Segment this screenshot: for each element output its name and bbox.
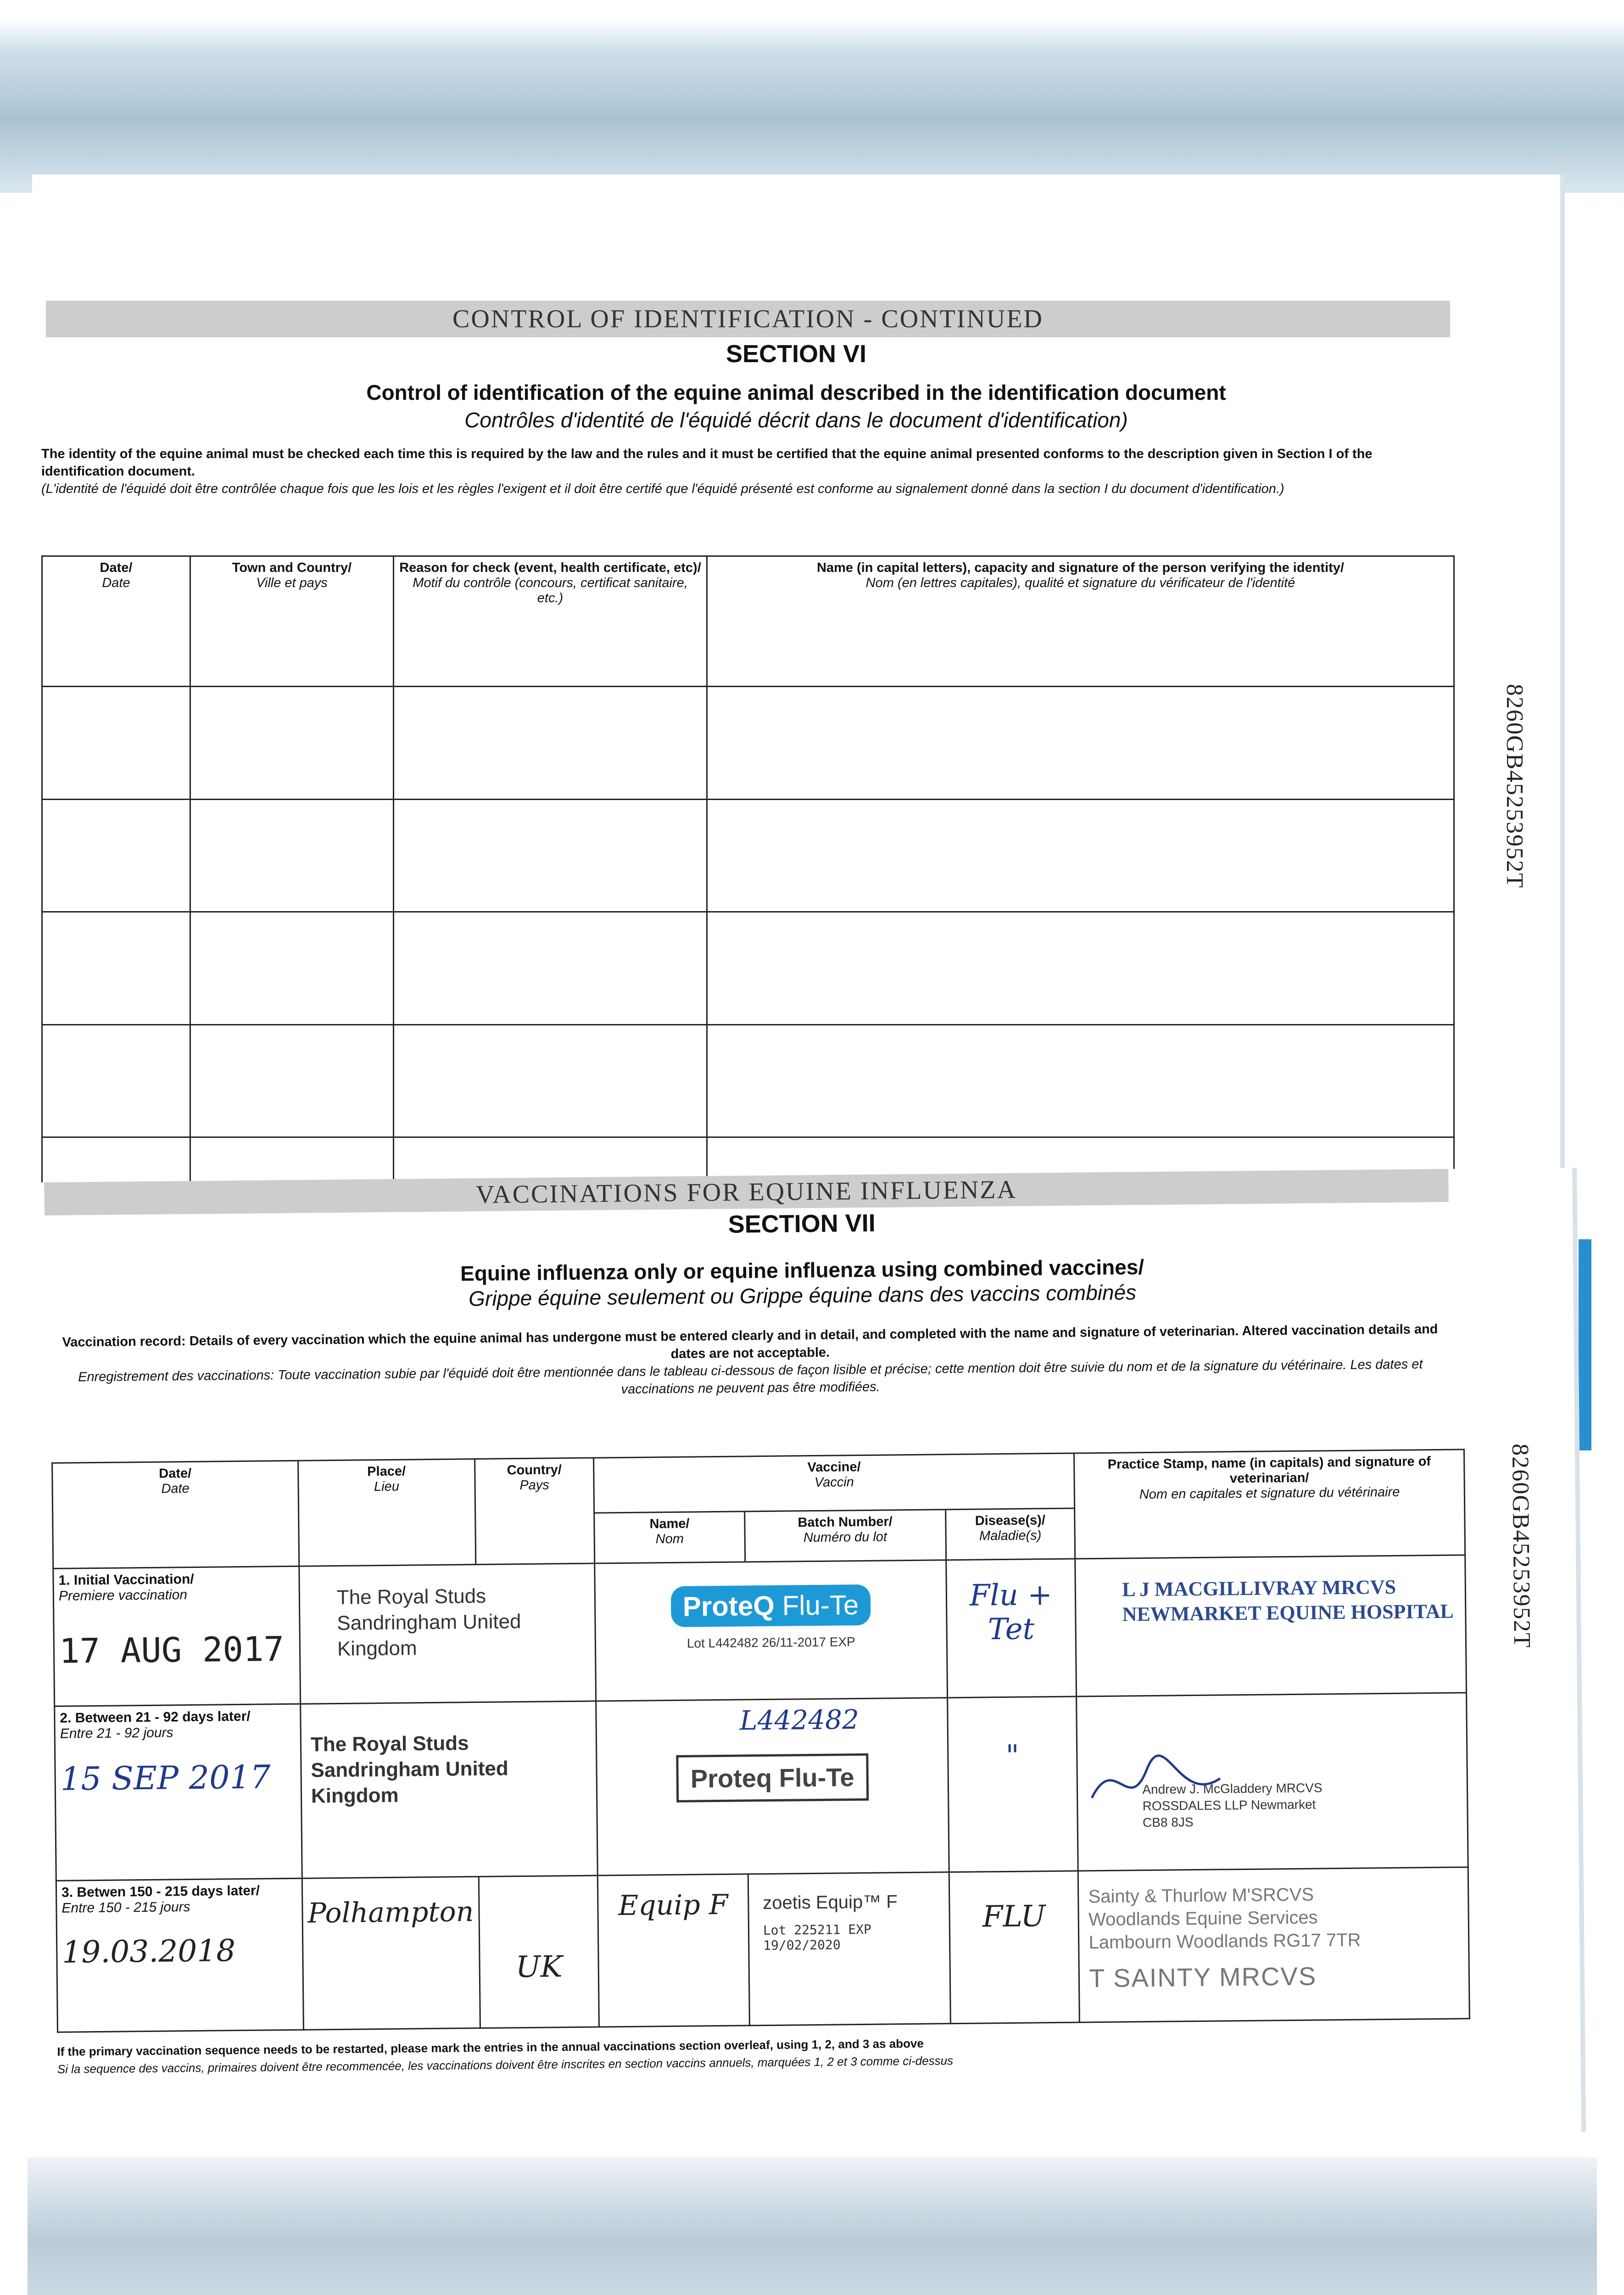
section-vi-banner: CONTROL OF IDENTIFICATION - CONTINUED	[46, 301, 1450, 337]
row1-vet-stamp: L J MACGILLIVRAY MRCVS NEWMARKET EQUINE HOSPITAL	[1075, 1555, 1466, 1696]
vaccination-row-2	[55, 1693, 1468, 1881]
proteq-logo: ProteQ Flu-Te	[670, 1584, 871, 1627]
row2-batch: L442482	[739, 1704, 859, 1736]
section-vii-instructions	[50, 1321, 1450, 1404]
identity-row	[42, 1024, 1454, 1137]
footnote-en: If the primary vaccination sequence needs to be restarted, please mark the entries in the annual vaccinations section overleaf, using 1, 2, and 3 as above	[57, 2036, 924, 2059]
section-vi-title-fr: Contrôles d'identité de l'équidé décrit dans le document d'identification)	[464, 408, 1128, 432]
vaccination-row-3	[56, 1867, 1469, 2032]
row3-vet-name: T SAINTY MRCVS	[1089, 1961, 1317, 1993]
passport-blue-edge	[1579, 1239, 1591, 1450]
section-vi-instructions-en: The identity of the equine animal must be checked each time this is required by the law and the rules and it must be certified that the equine animal presented conforms to the description given in Section I of the identification document.	[41, 447, 1373, 479]
section-vii-heading: SECTION VII	[728, 1209, 876, 1238]
col-batch: Batch Number/ Numéro du lot	[745, 1510, 946, 1562]
zoetis-equip-logo: zoetis Equip™ F	[763, 1892, 898, 1914]
scan-background-top	[0, 0, 1624, 193]
passport-id-vertical-2: 8260GB45253952T	[1507, 1443, 1535, 1649]
col-country: Country/ Pays	[474, 1458, 595, 1564]
signature-icon	[1087, 1751, 1225, 1812]
col-vaccine: Vaccine/ Vaccin	[594, 1453, 1075, 1513]
section-vi-heading: SECTION VI	[725, 340, 867, 368]
row3-place: Polhampton	[302, 1877, 480, 2030]
passport-id-vertical: 8260GB45253952T	[1501, 684, 1528, 889]
identity-row	[42, 799, 1454, 912]
col-place: Place/ Lieu	[298, 1459, 475, 1567]
row2-place: The Royal Studs Sandringham United Kingdom	[301, 1701, 598, 1878]
section-vi-title-en: Control of identification of the equine animal described in the identification document	[366, 381, 1226, 404]
footnote-fr: Si la sequence des vaccins, primaires doivent être recommencée, les vaccinations doivent être inscrites en section vaccins annuels, marquées 1, 2 et 3 comme ci-dessus	[57, 2054, 954, 2076]
section-vi-instructions-fr: (L'identité de l'équidé doit être contrôlée chaque fois que les lois et les règles l'exigent et il doit être certifé que l'équidé présenté est conforme au signalement donné dans la section I du document d'identification.)	[41, 481, 1284, 496]
row3-batch: Lot 225211 EXP 19/02/2020	[763, 1921, 872, 1954]
row1-batch: Lot L442482 26/11-2017 EXP	[686, 1634, 855, 1651]
row3-vet-stamp: Sainty & Thurlow M'SRCVS Woodlands Equine Services Lambourn Woodlands RG17 7TR	[1088, 1884, 1361, 1953]
section-vii-title-fr: Grippe équine seulement ou Grippe équine dans des vaccins combinés	[468, 1280, 1137, 1311]
col-town-country: Town and Country/ Ville et pays	[190, 556, 394, 687]
col-reason: Reason for check (event, health certificate, etc)/ Motif du contrôle (concours, certificat sanitaire, etc.)	[394, 556, 707, 687]
section-vii-footnote	[57, 2029, 1471, 2078]
row1-date: 17 AUG 2017	[59, 1629, 285, 1671]
section-vii-instructions-fr: Enregistrement des vaccinations: Toute vaccination subie par l'équidé doit être mentionnée dans le tableau ci-dessous de façon lisible et précise; cette mention doit être suivie du nom et de la signature du vétérinaire. Les dates et vaccinations ne peuvent pas être modifiées.	[78, 1357, 1423, 1397]
identity-row	[42, 687, 1454, 799]
vaccination-row-1	[53, 1555, 1467, 1707]
vacc-header-row-1	[52, 1450, 1465, 1518]
vaccination-table	[51, 1449, 1470, 2033]
row2-vet-stamp: Andrew J. McGladdery MRCVS ROSSDALES LLP Newmarket CB8 8JS	[1142, 1780, 1323, 1830]
section-vii-page	[30, 1168, 1586, 2146]
section-vii-banner: VACCINATIONS FOR EQUINE INFLUENZA	[44, 1169, 1449, 1215]
col-verifier: Name (in capital letters), capacity and signature of the person verifying the identity/ Nom (en lettres capitales), qualité et signature du vérificateur de l'identité	[707, 556, 1454, 687]
row3-batch-cell	[748, 1872, 950, 2026]
row3-date-cell: 3. Betwen 150 - 215 days later/ Entre 150 - 215 jours 19.03.2018	[56, 1878, 303, 2032]
row2-date: 15 SEP 2017	[60, 1758, 271, 1798]
row3-vet-stamp-cell	[1078, 1867, 1470, 2022]
col-date: Date/ Date	[52, 1461, 299, 1568]
row2-date-cell: 2. Between 21 - 92 days later/ Entre 21 - 92 jours 15 SEP 2017	[55, 1704, 302, 1881]
section-vi-page	[32, 174, 1565, 1175]
col-date: Date/ Date	[42, 556, 190, 687]
col-vaccine-name: Name/ Nom	[594, 1511, 745, 1563]
identity-check-header	[42, 556, 1454, 687]
row2-vaccine-stamp: Proteq Flu-Te	[676, 1753, 869, 1802]
row1-place: The Royal Studs Sandringham United Kingdom	[299, 1563, 596, 1704]
section-vii-title-en: Equine influenza only or equine influenza using combined vaccines/	[460, 1255, 1144, 1286]
row3-disease: FLU	[949, 1871, 1080, 2024]
col-disease: Disease(s)/ Maladie(s)	[945, 1508, 1075, 1560]
row2-disease: "	[947, 1696, 1078, 1872]
row3-country: UK	[479, 1875, 599, 2028]
identity-row	[42, 912, 1454, 1024]
row2-vet-stamp-cell	[1077, 1693, 1468, 1871]
row1-vaccine-label	[595, 1560, 947, 1701]
scan-background-bottom	[28, 2157, 1597, 2295]
section-vii-instructions-en: Vaccination record: Details of every vaccination which the equine animal has undergone must be entered clearly and in detail, and completed with the name and signature of veterinarian. Altered vaccination details and dates are not acceptable.	[62, 1321, 1438, 1361]
col-practice-stamp: Practice Stamp, name (in capitals) and signature of veterinarian/ Nom en capitales et signature du vétérinaire	[1074, 1450, 1465, 1559]
row2-vaccine-label	[596, 1698, 949, 1875]
row1-date-cell: 1. Initial Vaccination/ Premiere vaccination 17 AUG 2017	[53, 1566, 301, 1706]
row3-vaccine-name: Equip F	[598, 1874, 750, 2027]
row3-date: 19.03.2018	[61, 1933, 236, 1970]
row1-disease: Flu + Tet	[946, 1559, 1077, 1698]
section-vi-instructions	[41, 445, 1445, 498]
